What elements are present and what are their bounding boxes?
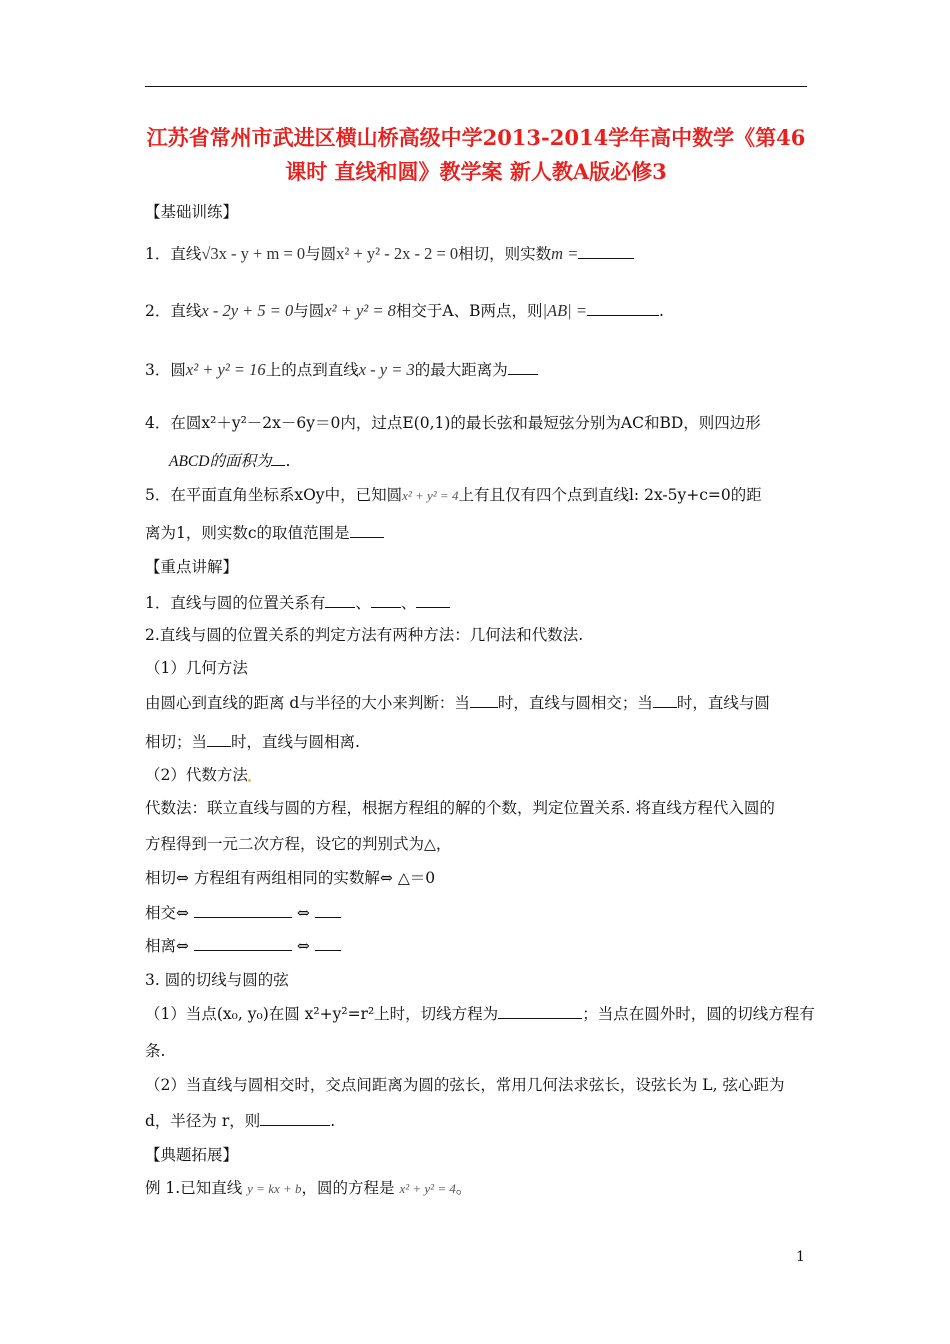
key-p4: 由圆心到直线的距离 d与半径的大小来判断：当 时，直线与圆相交；当 时，直线与圆 bbox=[145, 694, 770, 712]
basic-q4-line1: 4．在圆x²＋y²－2x－6y＝0内，过点E(0,1)的最长弦和最短弦分别为AC和BD，则四边形 bbox=[145, 414, 761, 432]
example-1: 例 1.已知直线 y = kx + b，圆的方程是 x² + y² = 4。 bbox=[145, 1179, 472, 1197]
answer-blank[interactable] bbox=[315, 936, 341, 951]
answer-blank[interactable] bbox=[578, 244, 634, 259]
q3-circle-equation: x² + y² = 16 bbox=[185, 360, 266, 379]
answer-blank[interactable] bbox=[207, 732, 231, 747]
answer-blank[interactable] bbox=[508, 360, 538, 375]
basic-q5-line1: 5．在平面直角坐标系xOy中，已知圆x² + y² = 4上有且仅有四个点到直线l: 2x-5y+c=0的距 bbox=[145, 486, 762, 504]
basic-q4-line2: ABCD的面积为 . bbox=[169, 452, 291, 470]
answer-blank[interactable] bbox=[350, 523, 384, 538]
key-p15: （2）当直线与圆相交时，交点间距离为圆的弦长，常用几何法求弦长，设弦长为 L, 弦心距为 bbox=[145, 1076, 785, 1094]
basic-q2: 2．直线x - 2y + 5 = 0与圆x² + y² = 8相交于A、B两点，则|AB| = . bbox=[145, 301, 664, 320]
basic-q3: 3．圆x² + y² = 16上的点到直线x - y = 3的最大距离为 bbox=[145, 358, 538, 380]
q2-line-equation: x - 2y + 5 = 0 bbox=[201, 301, 294, 320]
document-title: 江苏省常州市武进区横山桥高级中学2013-2014学年高中数学《第46课时 直线和圆》教学案 新人教A版必修3 bbox=[146, 125, 806, 184]
key-p2: 2.直线与圆的位置关系的判定方法有两种方法：几何法和代数法. bbox=[145, 626, 584, 644]
answer-blank[interactable] bbox=[653, 693, 677, 708]
key-p5: 相切；当 时，直线与圆相离. bbox=[145, 733, 360, 751]
key-p16: d，半径为 r，则 . bbox=[145, 1112, 336, 1130]
section-examples: 【典题拓展】 bbox=[145, 1146, 239, 1164]
section-key: 【重点讲解】 bbox=[145, 558, 239, 576]
key-p6: （2）代数方法 bbox=[145, 763, 251, 785]
answer-blank[interactable] bbox=[325, 593, 355, 608]
key-p12: 3. 圆的切线与圆的弦 bbox=[145, 971, 289, 989]
basic-q1: 1．直线√3x - y + m = 0与圆x² + y² - 2x - 2 = 0相切，则实数m = bbox=[145, 242, 634, 264]
answer-blank[interactable] bbox=[271, 451, 285, 466]
answer-blank[interactable] bbox=[315, 903, 341, 918]
header-rule bbox=[145, 86, 807, 87]
q3-line-equation: x - y = 3 bbox=[358, 360, 415, 379]
answer-blank[interactable] bbox=[194, 936, 292, 951]
answer-blank[interactable] bbox=[416, 593, 450, 608]
key-p10: 相交⇔ ⇔ bbox=[145, 901, 341, 923]
key-p14: 条. bbox=[145, 1042, 166, 1060]
marker-dot bbox=[248, 779, 251, 782]
q5-circle-equation: x² + y² = 4 bbox=[402, 488, 459, 503]
key-p7: 代数法：联立直线与圆的方程，根据方程组的解的个数，判定位置关系. 将直线方程代入圆的 bbox=[145, 799, 775, 817]
answer-blank[interactable] bbox=[194, 903, 292, 918]
answer-blank[interactable] bbox=[371, 593, 401, 608]
example-line-equation: y = kx + b bbox=[247, 1181, 302, 1196]
example-circle-equation: x² + y² = 4 bbox=[399, 1181, 456, 1196]
answer-blank[interactable] bbox=[587, 301, 659, 316]
key-p3: （1）几何方法 bbox=[145, 659, 248, 677]
key-p8: 方程得到一元二次方程，设它的判别式为△， bbox=[145, 835, 452, 853]
basic-q5-line2: 离为1，则实数c的取值范围是 bbox=[145, 521, 384, 543]
q1-circle-equation: x² + y² - 2x - 2 = 0 bbox=[336, 244, 459, 263]
answer-blank[interactable] bbox=[498, 1004, 582, 1019]
section-basic: 【基础训练】 bbox=[145, 203, 239, 221]
q1-line-equation: √3x - y + m = 0 bbox=[201, 244, 306, 263]
page-number: 1 bbox=[796, 1249, 805, 1265]
key-p11: 相离⇔ ⇔ bbox=[145, 934, 341, 956]
q2-circle-equation: x² + y² = 8 bbox=[324, 301, 396, 320]
key-p9: 相切⇔ 方程组有两组相同的实数解⇔ △＝0 bbox=[145, 869, 436, 887]
key-p13: （1）当点(x₀, y₀)在圆 x²+y²=r²上时，切线方程为 ；当点在圆外时，圆的切线方程有 bbox=[145, 1005, 815, 1023]
key-p1: 1．直线与圆的位置关系有 、 、 bbox=[145, 591, 450, 613]
answer-blank[interactable] bbox=[470, 693, 498, 708]
answer-blank[interactable] bbox=[260, 1111, 330, 1126]
